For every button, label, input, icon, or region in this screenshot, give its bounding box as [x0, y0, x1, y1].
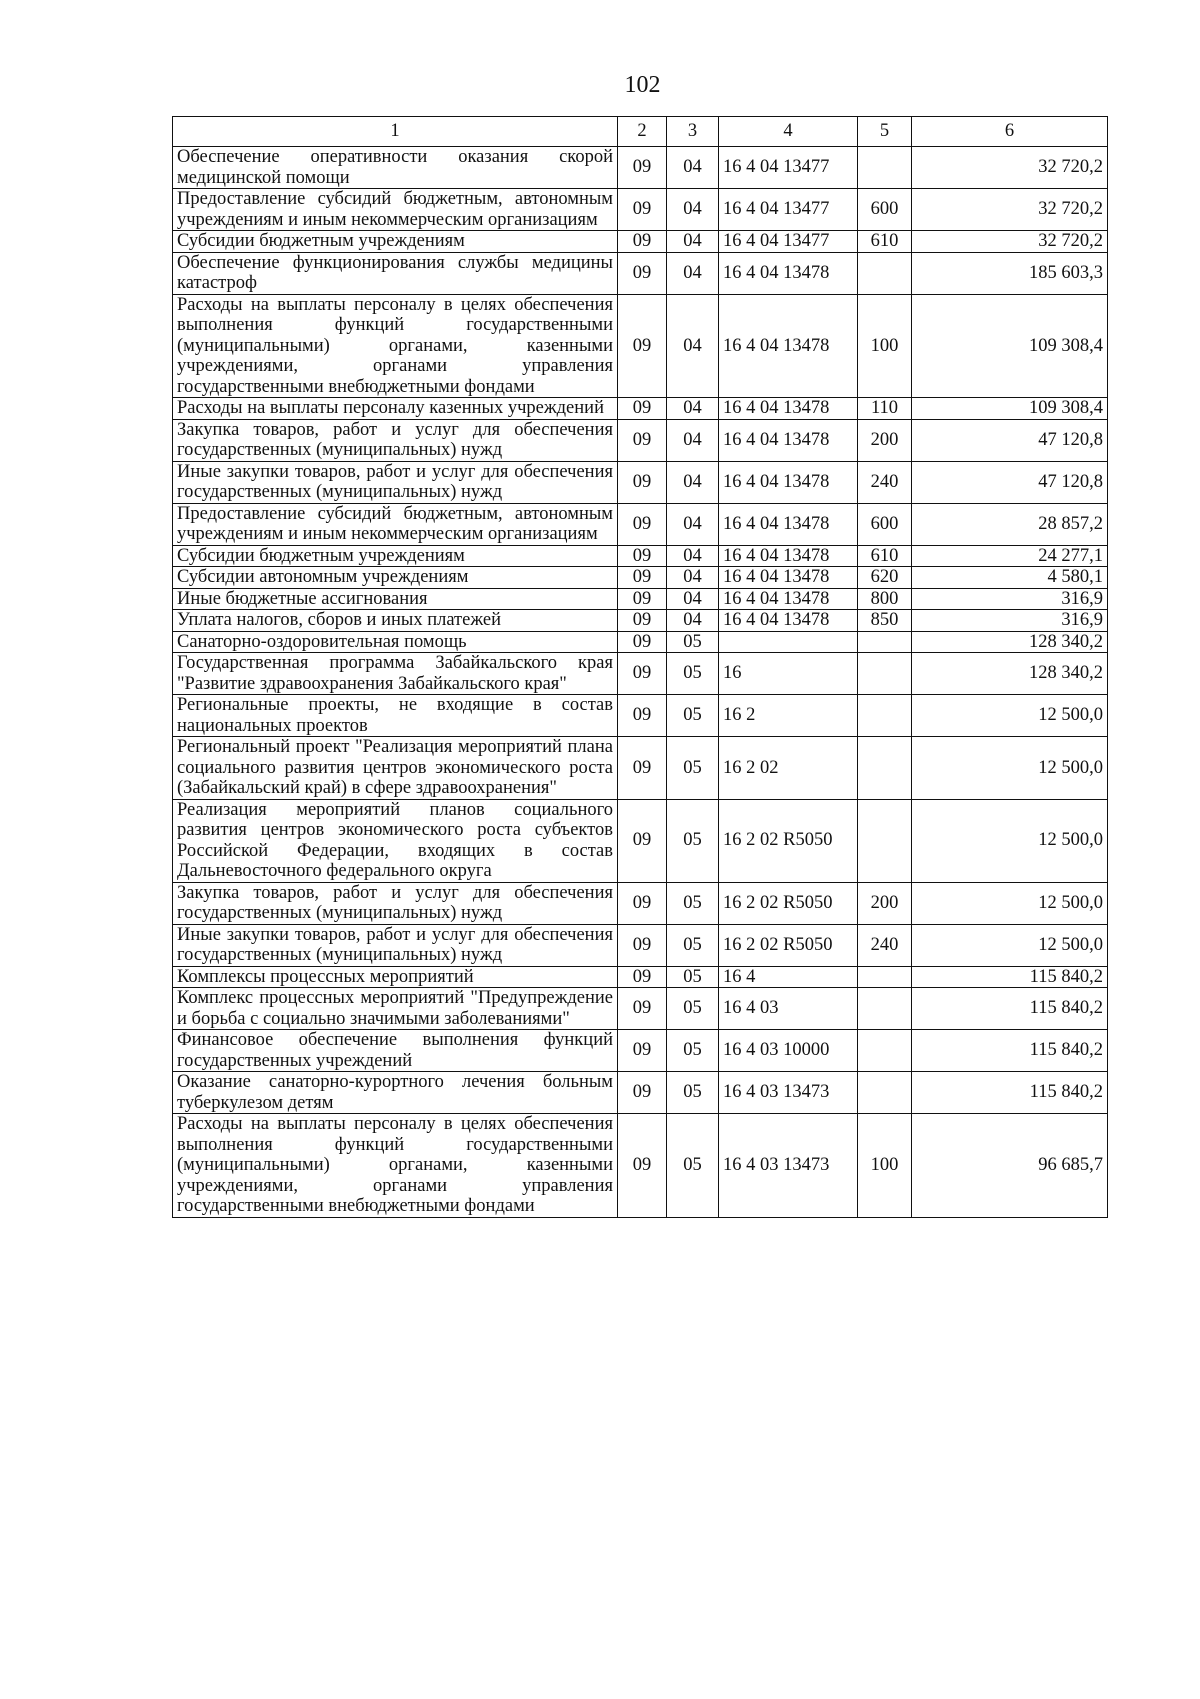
row-section: 09 — [618, 294, 667, 398]
row-amount: 185 603,3 — [912, 252, 1108, 294]
row-section: 09 — [618, 882, 667, 924]
row-expense-type: 100 — [858, 1114, 912, 1218]
row-expense-type — [858, 988, 912, 1030]
row-subsection: 05 — [667, 1072, 719, 1114]
row-section: 09 — [618, 189, 667, 231]
row-subsection: 04 — [667, 419, 719, 461]
row-subsection: 04 — [667, 252, 719, 294]
row-name: Расходы на выплаты персоналу в целях обеспечения выполнения функций государственными (муниципальными) органами, казенными учреждениями, органами управления государственными внебюджетными фондами — [173, 1114, 618, 1218]
row-subsection: 05 — [667, 631, 719, 653]
row-subsection: 04 — [667, 189, 719, 231]
row-target-code: 16 4 04 13478 — [719, 398, 858, 420]
row-expense-type — [858, 799, 912, 882]
row-name: Субсидии автономным учреждениям — [173, 567, 618, 589]
row-subsection: 05 — [667, 1114, 719, 1218]
row-name: Расходы на выплаты персоналу казенных учреждений — [173, 398, 618, 420]
row-amount: 115 840,2 — [912, 988, 1108, 1030]
row-expense-type: 200 — [858, 419, 912, 461]
row-target-code: 16 2 02 R5050 — [719, 799, 858, 882]
row-subsection: 04 — [667, 588, 719, 610]
row-name: Иные закупки товаров, работ и услуг для обеспечения государственных (муниципальных) нужд — [173, 461, 618, 503]
row-subsection: 05 — [667, 966, 719, 988]
row-section: 09 — [618, 147, 667, 189]
table-row — [173, 252, 1108, 294]
row-name: Обеспечение оперативности оказания скорой медицинской помощи — [173, 147, 618, 189]
table-row — [173, 882, 1108, 924]
page-number: 102 — [624, 72, 661, 98]
table-row — [173, 147, 1108, 189]
row-expense-type: 850 — [858, 610, 912, 632]
row-target-code: 16 4 03 — [719, 988, 858, 1030]
row-amount: 28 857,2 — [912, 503, 1108, 545]
row-subsection: 05 — [667, 737, 719, 800]
row-target-code: 16 4 04 13478 — [719, 545, 858, 567]
table-row — [173, 695, 1108, 737]
row-subsection: 04 — [667, 503, 719, 545]
row-amount: 115 840,2 — [912, 966, 1108, 988]
row-amount: 32 720,2 — [912, 147, 1108, 189]
row-expense-type: 240 — [858, 924, 912, 966]
row-subsection: 05 — [667, 1030, 719, 1072]
row-expense-type: 600 — [858, 189, 912, 231]
row-target-code: 16 4 03 13473 — [719, 1114, 858, 1218]
table-row — [173, 924, 1108, 966]
row-amount: 32 720,2 — [912, 189, 1108, 231]
row-expense-type: 200 — [858, 882, 912, 924]
row-amount: 12 500,0 — [912, 924, 1108, 966]
row-amount: 316,9 — [912, 610, 1108, 632]
row-amount: 115 840,2 — [912, 1030, 1108, 1072]
row-subsection: 05 — [667, 695, 719, 737]
table-row — [173, 461, 1108, 503]
row-name: Иные бюджетные ассигнования — [173, 588, 618, 610]
header-col-1: 1 — [173, 117, 618, 147]
table-row — [173, 1072, 1108, 1114]
table-row — [173, 1114, 1108, 1218]
row-section: 09 — [618, 966, 667, 988]
row-section: 09 — [618, 398, 667, 420]
row-subsection: 04 — [667, 398, 719, 420]
row-expense-type: 620 — [858, 567, 912, 589]
row-target-code: 16 4 04 13477 — [719, 231, 858, 253]
row-name: Субсидии бюджетным учреждениям — [173, 545, 618, 567]
row-name: Санаторно-оздоровительная помощь — [173, 631, 618, 653]
row-target-code — [719, 631, 858, 653]
row-target-code: 16 4 04 13477 — [719, 147, 858, 189]
row-subsection: 04 — [667, 147, 719, 189]
row-name: Иные закупки товаров, работ и услуг для обеспечения государственных (муниципальных) нужд — [173, 924, 618, 966]
row-target-code: 16 4 04 13478 — [719, 294, 858, 398]
row-target-code: 16 — [719, 653, 858, 695]
row-name: Комплексы процессных мероприятий — [173, 966, 618, 988]
row-amount: 12 500,0 — [912, 695, 1108, 737]
row-amount: 316,9 — [912, 588, 1108, 610]
header-col-3: 3 — [667, 117, 719, 147]
row-subsection: 05 — [667, 882, 719, 924]
row-section: 09 — [618, 1114, 667, 1218]
row-name: Расходы на выплаты персоналу в целях обеспечения выполнения функций государственными (муниципальными) органами, казенными учреждениями, органами управления государственными внебюджетными фондами — [173, 294, 618, 398]
row-name: Региональный проект "Реализация мероприятий плана социального развития центров экономического роста (Забайкальский край) в сфере здравоохранения" — [173, 737, 618, 800]
row-target-code: 16 4 04 13478 — [719, 610, 858, 632]
row-name: Уплата налогов, сборов и иных платежей — [173, 610, 618, 632]
row-expense-type — [858, 653, 912, 695]
row-name: Предоставление субсидий бюджетным, автономным учреждениям и иным некоммерческим организациям — [173, 189, 618, 231]
row-expense-type: 110 — [858, 398, 912, 420]
row-target-code: 16 2 02 — [719, 737, 858, 800]
row-amount: 47 120,8 — [912, 461, 1108, 503]
row-section: 09 — [618, 695, 667, 737]
row-name: Субсидии бюджетным учреждениям — [173, 231, 618, 253]
row-expense-type — [858, 631, 912, 653]
row-name: Оказание санаторно-курортного лечения больным туберкулезом детям — [173, 1072, 618, 1114]
row-section: 09 — [618, 988, 667, 1030]
row-target-code: 16 2 — [719, 695, 858, 737]
row-target-code: 16 4 04 13478 — [719, 461, 858, 503]
row-expense-type: 240 — [858, 461, 912, 503]
row-amount: 47 120,8 — [912, 419, 1108, 461]
row-expense-type: 610 — [858, 545, 912, 567]
row-target-code: 16 2 02 R5050 — [719, 924, 858, 966]
row-expense-type — [858, 1030, 912, 1072]
row-subsection: 04 — [667, 231, 719, 253]
table-row — [173, 419, 1108, 461]
row-section: 09 — [618, 1030, 667, 1072]
row-expense-type — [858, 147, 912, 189]
budget-table — [172, 116, 1108, 1218]
row-target-code: 16 2 02 R5050 — [719, 882, 858, 924]
row-section: 09 — [618, 610, 667, 632]
row-name: Закупка товаров, работ и услуг для обеспечения государственных (муниципальных) нужд — [173, 419, 618, 461]
table-row — [173, 988, 1108, 1030]
row-target-code: 16 4 04 13478 — [719, 503, 858, 545]
row-target-code: 16 4 04 13478 — [719, 588, 858, 610]
row-amount: 109 308,4 — [912, 398, 1108, 420]
table-row — [173, 231, 1108, 253]
row-expense-type — [858, 1072, 912, 1114]
row-name: Обеспечение функционирования службы медицины катастроф — [173, 252, 618, 294]
row-name: Региональные проекты, не входящие в состав национальных проектов — [173, 695, 618, 737]
row-amount: 24 277,1 — [912, 545, 1108, 567]
row-section: 09 — [618, 799, 667, 882]
row-amount: 4 580,1 — [912, 567, 1108, 589]
row-section: 09 — [618, 252, 667, 294]
row-amount: 12 500,0 — [912, 799, 1108, 882]
table-body — [173, 147, 1108, 1218]
row-target-code: 16 4 04 13477 — [719, 189, 858, 231]
table-row — [173, 631, 1108, 653]
table-row — [173, 588, 1108, 610]
row-section: 09 — [618, 545, 667, 567]
row-target-code: 16 4 04 13478 — [719, 252, 858, 294]
header-row — [173, 117, 1108, 147]
row-subsection: 05 — [667, 924, 719, 966]
header-col-2: 2 — [618, 117, 667, 147]
table-row — [173, 610, 1108, 632]
row-expense-type: 800 — [858, 588, 912, 610]
row-amount: 109 308,4 — [912, 294, 1108, 398]
row-section: 09 — [618, 567, 667, 589]
row-amount: 115 840,2 — [912, 1072, 1108, 1114]
row-amount: 128 340,2 — [912, 631, 1108, 653]
header-col-6: 6 — [912, 117, 1108, 147]
row-name: Государственная программа Забайкальского края "Развитие здравоохранения Забайкальского края" — [173, 653, 618, 695]
row-subsection: 04 — [667, 567, 719, 589]
table-row — [173, 545, 1108, 567]
row-target-code: 16 4 03 13473 — [719, 1072, 858, 1114]
table-row — [173, 567, 1108, 589]
row-expense-type: 610 — [858, 231, 912, 253]
row-target-code: 16 4 04 13478 — [719, 419, 858, 461]
row-section: 09 — [618, 419, 667, 461]
row-name: Реализация мероприятий планов социального развития центров экономического роста субъектов Российской Федерации, входящих в состав Дальневосточного федерального округа — [173, 799, 618, 882]
row-section: 09 — [618, 653, 667, 695]
row-amount: 12 500,0 — [912, 882, 1108, 924]
row-section: 09 — [618, 503, 667, 545]
row-subsection: 04 — [667, 545, 719, 567]
row-name: Финансовое обеспечение выполнения функций государственных учреждений — [173, 1030, 618, 1072]
row-subsection: 05 — [667, 799, 719, 882]
row-amount: 12 500,0 — [912, 737, 1108, 800]
row-section: 09 — [618, 737, 667, 800]
row-section: 09 — [618, 588, 667, 610]
row-target-code: 16 4 04 13478 — [719, 567, 858, 589]
table-row — [173, 1030, 1108, 1072]
table-row — [173, 653, 1108, 695]
table-row — [173, 799, 1108, 882]
row-name: Предоставление субсидий бюджетным, автономным учреждениям и иным некоммерческим организациям — [173, 503, 618, 545]
header-col-5: 5 — [858, 117, 912, 147]
row-expense-type — [858, 966, 912, 988]
row-subsection: 05 — [667, 988, 719, 1030]
row-subsection: 05 — [667, 653, 719, 695]
row-section: 09 — [618, 631, 667, 653]
row-section: 09 — [618, 924, 667, 966]
table-row — [173, 737, 1108, 800]
row-section: 09 — [618, 231, 667, 253]
row-subsection: 04 — [667, 610, 719, 632]
table-row — [173, 966, 1108, 988]
table-row — [173, 503, 1108, 545]
row-amount: 32 720,2 — [912, 231, 1108, 253]
row-section: 09 — [618, 461, 667, 503]
row-amount: 128 340,2 — [912, 653, 1108, 695]
row-name: Комплекс процессных мероприятий "Предупреждение и борьба с социально значимыми заболеваниями" — [173, 988, 618, 1030]
row-amount: 96 685,7 — [912, 1114, 1108, 1218]
row-name: Закупка товаров, работ и услуг для обеспечения государственных (муниципальных) нужд — [173, 882, 618, 924]
table-row — [173, 189, 1108, 231]
row-expense-type: 100 — [858, 294, 912, 398]
row-subsection: 04 — [667, 461, 719, 503]
table-header — [173, 117, 1108, 147]
row-expense-type — [858, 737, 912, 800]
table-row — [173, 294, 1108, 398]
row-subsection: 04 — [667, 294, 719, 398]
row-expense-type — [858, 252, 912, 294]
table-row — [173, 398, 1108, 420]
row-target-code: 16 4 — [719, 966, 858, 988]
row-target-code: 16 4 03 10000 — [719, 1030, 858, 1072]
row-expense-type: 600 — [858, 503, 912, 545]
header-col-4: 4 — [719, 117, 858, 147]
row-section: 09 — [618, 1072, 667, 1114]
row-expense-type — [858, 695, 912, 737]
